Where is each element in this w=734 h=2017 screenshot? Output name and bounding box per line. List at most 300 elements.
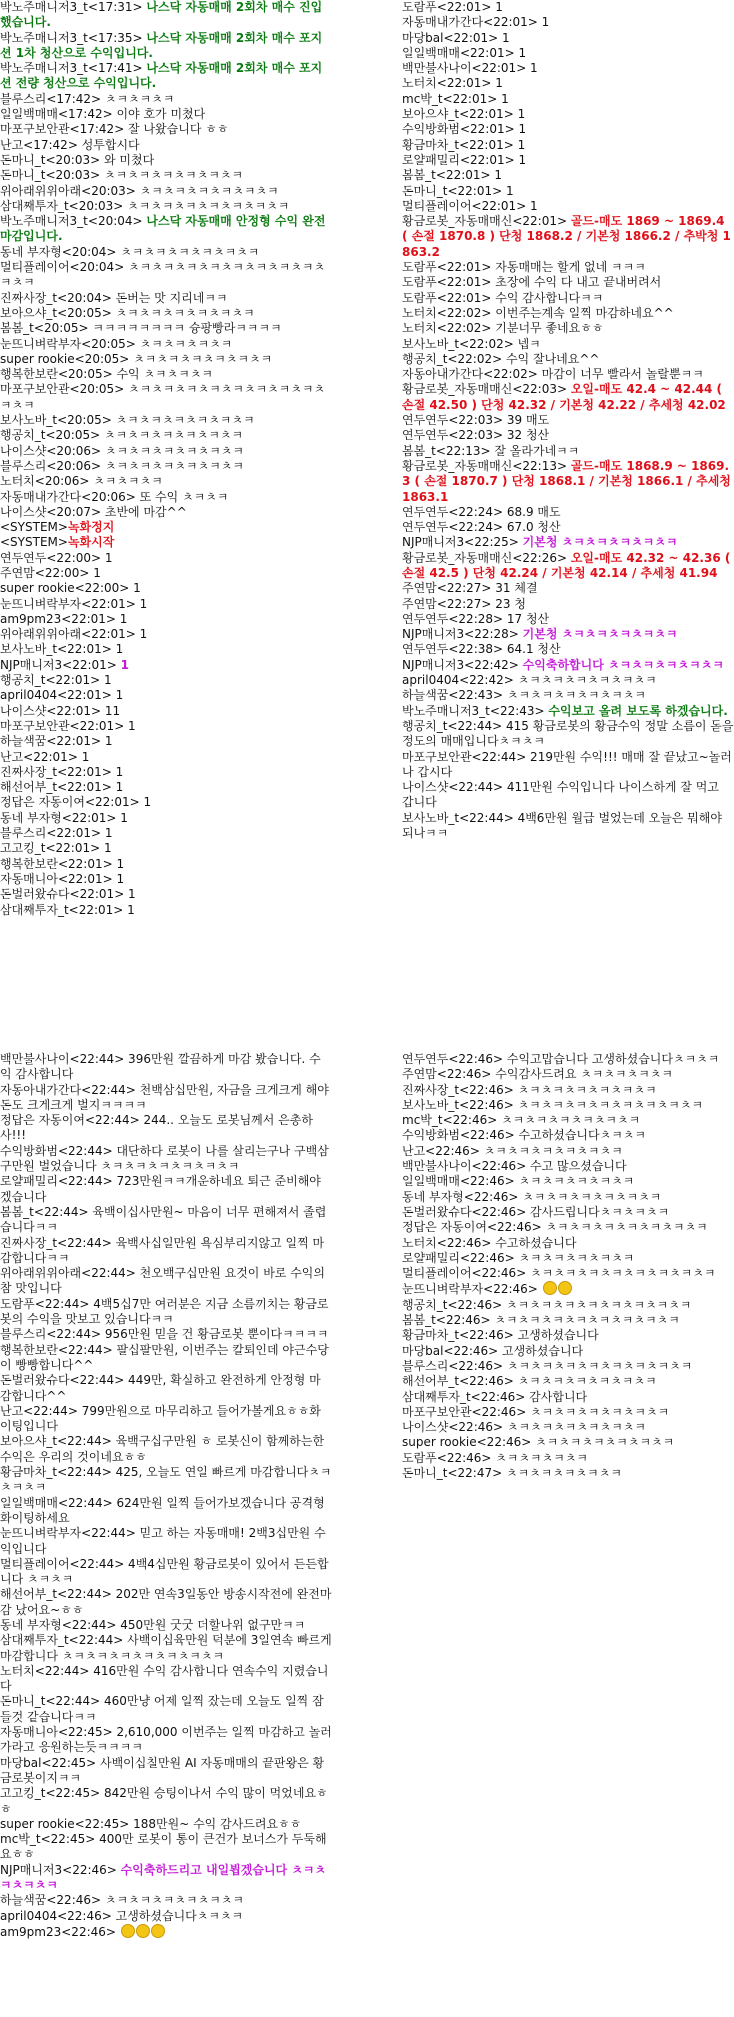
- chat-message: [402, 1083, 734, 1098]
- chat-message: [402, 153, 734, 168]
- chat-message: [0, 153, 332, 168]
- chat-message: [402, 535, 734, 550]
- chat-message-text: 행공치_t<22:01> 1: [0, 673, 112, 688]
- chat-message: [402, 612, 734, 627]
- chat-log-column-1: [0, 0, 332, 918]
- chat-message-text: 삼대째투자_t<20:03> ㅊㅋㅊㅋㅊㅋㅊㅋㅊㅋㅊㅋㅊㅋ: [0, 198, 290, 213]
- chat-message-text: 로얄패밀리<22:44> 723만원ㅋㅋ개운하네요 퇴근 준비해야겠습니다: [0, 1174, 321, 1204]
- chat-message: [0, 903, 332, 918]
- chat-message-text: 연두연두<22:03> 39 매도: [402, 413, 550, 428]
- chat-message: [402, 1435, 734, 1450]
- chat-message-text: 황금로봇_자동매매신<22:03>: [402, 382, 571, 397]
- chat-message-text: super rookie<22:45> 188만원~ 수익 감사드려요ㅎㅎ: [0, 1816, 302, 1831]
- chat-message: [0, 490, 332, 505]
- chat-message-text: 황금마차_t<22:46> 고생하셨습니다: [402, 1328, 599, 1343]
- chat-message: [0, 887, 332, 902]
- chat-message-text: 해선어부_t<22:46> ㅊㅋㅊㅋㅊㅋㅊㅋㅊㅋㅊㅋ: [402, 1374, 657, 1389]
- chat-message: [0, 1557, 332, 1588]
- chat-message: [402, 505, 734, 520]
- chat-message-text: 수익방화범<22:46> 수고하셨습니다ㅊㅋㅊㅋ: [402, 1128, 646, 1143]
- chat-message: [0, 551, 332, 566]
- chat-message: [402, 1298, 734, 1313]
- chat-message-text: 정답은 자동이여<22:46> ㅊㅋㅊㅋㅊㅋㅊㅋㅊㅋㅊㅋㅊㅋ: [402, 1220, 708, 1235]
- chat-message: [0, 367, 332, 382]
- chat-message: [0, 1618, 332, 1633]
- smiley-emoji-icon: [558, 1281, 572, 1295]
- chat-message: [0, 1205, 332, 1236]
- chat-message-highlight: 오일-매도 42.32 ~ 42.36 ( 손절 42.5 ) 단청 42.24 / 기본청 42.14 / 추세청 41.94: [402, 550, 731, 580]
- chat-message: [402, 1266, 734, 1281]
- chat-message-highlight: 수익축하드리고 내일뵙겠습니다 ㅊㅋㅊㅋㅊㅋㅊㅋ: [0, 1862, 327, 1893]
- chat-message: [0, 1404, 332, 1435]
- chat-message-text: 봄봄_t<22:44> 육백이십사만원~ 마음이 너무 편해져서 졸렵습니다ㅋㅋ: [0, 1204, 327, 1235]
- chat-message: [0, 1373, 332, 1404]
- chat-message-text: 행복한보란<20:05> 수익 ㅊㅋㅊㅋㅊㅋ: [0, 367, 214, 382]
- chat-message-text: 블루스리<22:01> 1: [0, 826, 113, 841]
- chat-message-text: 박노주매니저3_t<20:04>: [0, 214, 147, 229]
- chat-message-text: 박노주매니저3_t<17:31>: [0, 0, 147, 14]
- chat-message-text: 눈뜨니벼락부자<20:05> ㅊㅋㅊㅋㅊㅋㅊㅋ: [0, 336, 233, 351]
- chat-message-text: 수익방화범<22:01> 1: [402, 122, 527, 137]
- chat-message: [0, 581, 332, 596]
- chat-message-text: 돈마니_t<22:01> 1: [402, 183, 514, 198]
- chat-message-text: 위아래위위아래<20:03> ㅊㅋㅊㅋㅊㅋㅊㅋㅊㅋㅊㅋ: [0, 183, 279, 198]
- chat-message-text: 연두연두<22:24> 68.9 매도: [402, 504, 561, 519]
- chat-message: [0, 413, 332, 428]
- chat-message-text: 봄봄_t<22:13> 잘 올라가네ㅋㅋ: [402, 443, 580, 458]
- chat-message-text: 주연맘<22:46> 수익감사드려요 ㅊㅋㅊㅋㅊㅋㅊㅋ: [402, 1067, 673, 1082]
- chat-message: [402, 642, 734, 657]
- chat-message: [402, 291, 734, 306]
- chat-message: [0, 245, 332, 260]
- chat-message: [0, 444, 332, 459]
- chat-message-text: 보사노바_t<22:01> 1: [0, 642, 124, 657]
- chat-message-text: 일일백매매<22:01> 1: [402, 45, 527, 60]
- chat-message-text: 노터치<20:06> ㅊㅋㅊㅋㅊㅋ: [0, 474, 163, 489]
- chat-message: [402, 46, 734, 61]
- chat-message: [0, 1587, 332, 1618]
- chat-message: [0, 642, 332, 657]
- chat-message-text: 자동매내가간다<20:06> 또 수익 ㅊㅋㅊㅋ: [0, 489, 229, 504]
- chat-message: [402, 1159, 734, 1174]
- chat-message: [402, 658, 734, 673]
- chat-message: [0, 1052, 332, 1083]
- chat-message-text: 정답은 자동이여<22:44> 244.. 오늘도 로봇님께서 은총하사!!!: [0, 1113, 313, 1143]
- chat-message-text: 도람푸<22:01> 수익 감사합니다ㅋㅋ: [402, 290, 604, 305]
- chat-message: [0, 1725, 332, 1756]
- chat-message-text: 노터치<22:01> 1: [402, 76, 503, 91]
- chat-message: [0, 1863, 332, 1894]
- chat-message-highlight: 나스닥 자동매매 2회차 매수 포지션 1차 청산으로 수익입니다.: [0, 30, 323, 60]
- chat-message-highlight: 수익보고 올려 보도록 하겠습니다.: [548, 703, 728, 718]
- chat-message-text: 진짜사장_t<20:04> 돈버는 맛 지리네ㅋㅋ: [0, 290, 228, 305]
- smiley-emoji-icon: [151, 1924, 165, 1938]
- chat-message-text: NJP매니저3<22:46>: [0, 1862, 121, 1877]
- chat-message-text: 동네 부자형<22:01> 1: [0, 810, 128, 825]
- chat-message-text: 멀티플레이어<22:44> 4백4십만원 황금로봇이 있어서 든든합니다 ㅊㅋㅊㅋ: [0, 1556, 329, 1587]
- chat-message: [0, 61, 332, 92]
- chat-message-highlight: 나스닥 자동매매 2회차 매수 포지션 전량 청산으로 수익입니다.: [0, 61, 323, 91]
- chat-message-text: 난고<22:44> 799만원으로 마무리하고 들어가볼게요ㅎㅎ화이팅입니다: [0, 1403, 321, 1434]
- chat-message: [402, 581, 734, 596]
- chat-message: [402, 1205, 734, 1220]
- chat-message: [0, 857, 332, 872]
- chat-message: [0, 168, 332, 183]
- chat-message: [0, 122, 332, 137]
- chat-message: [402, 382, 734, 413]
- chat-message: [0, 1664, 332, 1695]
- chat-message: [0, 321, 332, 336]
- chat-message: [0, 31, 332, 62]
- chat-message-text: 봄봄_t<20:05> ㅋㅋㅋㅋㅋㅋㅋㅋ 슝팡빵라ㅋㅋㅋㅋ: [0, 321, 282, 336]
- chat-message: [0, 734, 332, 749]
- chat-message-text: 동네 부자형<22:44> 450만원 굿굿 더할나위 없구만ㅋㅋ: [0, 1617, 306, 1632]
- chat-message: [0, 1924, 332, 1940]
- chat-message-text: 도람푸<22:44> 4백5십7만 여러분은 지금 소름끼치는 황금로봇의 수익을 맛보고 있습니다ㅋㅋ: [0, 1296, 329, 1327]
- chat-message-text: 위아래위위아래<22:01> 1: [0, 627, 148, 642]
- chat-message: [0, 1434, 332, 1465]
- chat-message: [402, 367, 734, 382]
- chat-message-text: 하늘색꿈<22:43> ㅊㅋㅊㅋㅊㅋㅊㅋㅊㅋㅊㅋ: [402, 688, 646, 703]
- chat-message: [0, 1496, 332, 1527]
- chat-message: [402, 184, 734, 199]
- chat-message: [0, 428, 332, 443]
- chat-message: [0, 1327, 332, 1342]
- chat-message-text: super rookie<20:05> ㅊㅋㅊㅋㅊㅋㅊㅋㅊㅋㅊㅋ: [0, 351, 273, 366]
- chat-message-highlight: 나스닥 자동매매 2회차 매수 진입했습니다.: [0, 0, 323, 30]
- chat-message-highlight: 나스닥 자동매매 안정형 수익 완전 마감입니다.: [0, 214, 326, 244]
- chat-message-text: 눈뜨니벼락부자<22:44> 믿고 하는 자동매매! 2백3십만원 수익입니다: [0, 1526, 326, 1556]
- chat-message: [402, 688, 734, 703]
- chat-message-text: NJP매니저3<22:28>: [402, 627, 523, 642]
- chat-message-text: 진짜사장_t<22:44> 육백사십일만원 욕심부리지않고 일찍 마감합니다ㅋㅋ: [0, 1235, 325, 1265]
- chat-message: [0, 872, 332, 887]
- chat-message: [0, 673, 332, 688]
- chat-message-text: 삼대째투자_t<22:01> 1: [0, 902, 135, 917]
- chat-message-text: 난고<17:42> 성투합시다: [0, 137, 140, 152]
- chat-message-text: 도람푸<22:46> ㅊㅋㅊㅋㅊㅋㅊㅋ: [402, 1450, 589, 1465]
- chat-message-text: 해선어부_t<22:01> 1: [0, 780, 124, 795]
- chat-message-text: 박노주매니저3_t<17:35>: [0, 30, 147, 45]
- chat-message-text: mc박_t<22:46> ㅊㅋㅊㅋㅊㅋㅊㅋㅊㅋㅊㅋ: [402, 1113, 641, 1128]
- chat-message: [0, 841, 332, 856]
- chat-message-text: 황금마차_t<22:44> 425, 오늘도 연일 빠르게 마감합니다ㅊㅋㅊㅋㅊㅋ: [0, 1465, 332, 1495]
- chat-message: [0, 260, 332, 291]
- chat-message-text: 보사노바_t<20:05> ㅊㅋㅊㅋㅊㅋㅊㅋㅊㅋㅊㅋ: [0, 413, 255, 428]
- chat-message: [402, 704, 734, 719]
- chat-message-text: <SYSTEM>: [0, 535, 68, 550]
- chat-message-text: mc박_t<22:01> 1: [402, 91, 509, 106]
- chat-message: [0, 627, 332, 642]
- chat-message-text: mc박_t<22:45> 400만 로봇이 통이 큰건가 보너스가 두둑해요ㅎㅎ: [0, 1832, 327, 1862]
- chat-message-text: 나이스샷<20:07> 초반에 마감^^: [0, 504, 187, 519]
- chat-message-text: 연두연두<22:46> 수익고맙습니다 고생하셨습니다ㅊㅋㅊㅋ: [402, 1052, 720, 1066]
- chat-message: [402, 750, 734, 781]
- chat-message: [0, 291, 332, 306]
- chat-message: [0, 92, 332, 107]
- chat-message: [402, 1174, 734, 1189]
- chat-message-text: 돈벌러왔슈다<22:46> 감사드립니다ㅊㅋㅊㅋㅊㅋ: [402, 1204, 670, 1219]
- chat-message: [402, 428, 734, 443]
- chat-message: [0, 1526, 332, 1557]
- chat-message-text: 돈마니_t<20:03> 와 미쳤다: [0, 152, 155, 167]
- chat-message-text: 일일백매매<22:44> 624만원 일찍 들어가보겠습니다 공격형 화이팅하세요: [0, 1495, 325, 1525]
- chat-message-text: am9pm23<22:46>: [0, 1924, 120, 1939]
- chat-message-text: 자동매니아<22:01> 1: [0, 871, 125, 886]
- chat-message-text: april0404<22:42> ㅊㅋㅊㅋㅊㅋㅊㅋㅊㅋㅊㅋ: [402, 673, 657, 688]
- chat-message: [0, 1174, 332, 1205]
- chat-message: [402, 413, 734, 428]
- chat-message-text: 고고킹_t<22:45> 842만원 승팅이나서 수익 많이 먹었네요ㅎㅎ: [0, 1786, 328, 1816]
- chat-message-text: 눈뜨니벼락부자<22:46>: [402, 1282, 542, 1297]
- chat-message-text: 난고<22:01> 1: [0, 749, 90, 764]
- chat-message: [402, 92, 734, 107]
- chat-message: [402, 107, 734, 122]
- chat-message-text: NJP매니저3<22:01>: [0, 657, 121, 672]
- chat-message: [402, 138, 734, 153]
- chat-message: [402, 1220, 734, 1235]
- chat-message: [402, 597, 734, 612]
- chat-message: [0, 780, 332, 795]
- chat-message-highlight: 수익축하합니다 ㅊㅋㅊㅋㅊㅋㅊㅋㅊㅋ: [522, 657, 724, 672]
- chat-message: [402, 1251, 734, 1266]
- chat-message-text: 주연맘<22:00> 1: [0, 565, 101, 580]
- chat-message-text: 돈마니_t<22:47> ㅊㅋㅊㅋㅊㅋㅊㅋㅊㅋ: [402, 1466, 622, 1481]
- chat-message-text: 로얄패밀리<22:46> ㅊㅋㅊㅋㅊㅋㅊㅋㅊㅋ: [402, 1250, 635, 1265]
- chat-log-column-4: [402, 1052, 734, 1481]
- chat-message-text: 황금로봇_자동매매신<22:26>: [402, 550, 571, 565]
- chat-message-text: 도람푸<22:01> 자동매매는 할게 없네 ㅋㅋㅋ: [402, 260, 646, 275]
- chat-message-text: 봄봄_t<22:46> ㅊㅋㅊㅋㅊㅋㅊㅋㅊㅋㅊㅋㅊㅋㅊㅋ: [402, 1313, 680, 1328]
- chat-message-text: 진짜사장_t<22:01> 1: [0, 764, 124, 779]
- chat-message-text: NJP매니저3<22:25>: [402, 535, 523, 550]
- chat-message: [402, 321, 734, 336]
- chat-message-text: 마당bal<22:45> 사백이십칠만원 AI 자동매매의 끝판왕은 황금로봇이지ㅋㅋ: [0, 1755, 325, 1785]
- chat-message-text: 일일백매매<17:42> 이야 호가 미쳤다: [0, 107, 206, 122]
- chat-message-highlight: 녹화시작: [67, 535, 115, 550]
- chat-message: [402, 214, 734, 260]
- chat-message: [0, 811, 332, 826]
- chat-message-text: 백만불사나이<22:46> 수고 많으셨습니다: [402, 1159, 627, 1174]
- chat-message-text: 블루스리<17:42> ㅊㅋㅊㅋㅊㅋ: [0, 91, 175, 106]
- chat-message: [402, 1374, 734, 1389]
- chat-message: [402, 122, 734, 137]
- chat-message: [0, 505, 332, 520]
- chat-message-highlight: 골드-매도 1869 ~ 1869.4 ( 손절 1870.8 ) 단청 1868.2 / 기본청 1866.2 / 추박청 1863.2: [402, 214, 731, 259]
- chat-message-text: 황금마차_t<22:01> 1: [402, 137, 526, 152]
- chat-message-text: 황금로봇_자동매매신<22:13>: [402, 458, 571, 473]
- chat-message-text: 연두연두<22:03> 32 청산: [402, 428, 550, 443]
- chat-message-text: 마당bal<22:01> 1: [402, 30, 510, 45]
- chat-message: [0, 1909, 332, 1924]
- chat-message-text: 동네 부자형<22:46> ㅊㅋㅊㅋㅊㅋㅊㅋㅊㅋㅊㅋ: [402, 1189, 662, 1204]
- chat-message-text: 행복한보란<22:01> 1: [0, 856, 125, 871]
- chat-message: [402, 1451, 734, 1466]
- chat-message-text: 행복한보란<22:44> 팔십팔만원, 이번주는 칼퇴인데 야근수당이 빵빵합니다^^: [0, 1342, 329, 1372]
- chat-message: [0, 1236, 332, 1267]
- chat-message: [402, 780, 734, 811]
- chat-message-text: 연두연두<22:00> 1: [0, 550, 113, 565]
- chat-message-text: 연두연두<22:28> 17 청산: [402, 611, 550, 626]
- chat-message: [402, 352, 734, 367]
- chat-message-text: 위아래위위아래<22:44> 천오백구십만원 요것이 바로 수익의 참 맛입니다: [0, 1266, 325, 1296]
- chat-message-text: 돈벌러왔슈다<22:44> 449만, 확실하고 완전하게 안정형 마감합니다^^: [0, 1373, 321, 1403]
- chat-message-text: 눈뜨니벼락부자<22:01> 1: [0, 596, 148, 611]
- chat-message-text: 도람푸<22:01> 1: [402, 0, 503, 14]
- chat-message: [402, 1190, 734, 1205]
- chat-message-text: 돈마니_t<20:03> ㅊㅋㅊㅋㅊㅋㅊㅋㅊㅋㅊㅋ: [0, 168, 244, 183]
- chat-message: [402, 1405, 734, 1420]
- chat-message-text: 멀티플레이어<22:01> 1: [402, 198, 538, 213]
- chat-message: [0, 765, 332, 780]
- chat-message-text: 행공치_t<22:46> ㅊㅋㅊㅋㅊㅋㅊㅋㅊㅋㅊㅋㅊㅋㅊㅋ: [402, 1297, 692, 1312]
- chat-message-text: 도람푸<22:01> 초장에 수익 다 내고 끝내버려서: [402, 275, 662, 290]
- chat-message-text: 행공치_t<20:05> ㅊㅋㅊㅋㅊㅋㅊㅋㅊㅋㅊㅋ: [0, 428, 244, 443]
- chat-message-text: 박노주매니저3_t<17:41>: [0, 61, 147, 76]
- chat-message-highlight: 기본청 ㅊㅋㅊㅋㅊㅋㅊㅋㅊㅋ: [522, 535, 678, 550]
- chat-message: [0, 826, 332, 841]
- chat-message: [0, 658, 332, 673]
- chat-message: [0, 597, 332, 612]
- chat-message: [0, 1694, 332, 1725]
- chat-message: [402, 1359, 734, 1374]
- chat-message: [402, 1313, 734, 1328]
- chat-message-text: 행공치_t<22:44> 415 황금로봇의 황금수익 정말 소름이 돋을정도의 매매입니다ㅊㅋㅊㅋ: [402, 718, 734, 749]
- chat-message: [0, 1113, 332, 1144]
- chat-message: [0, 795, 332, 810]
- chat-message: [0, 688, 332, 703]
- chat-message: [402, 719, 734, 750]
- chat-message: [0, 535, 332, 550]
- chat-message-text: 마당bal<22:46> 고생하셨습니다: [402, 1343, 584, 1358]
- chat-message: [0, 1786, 332, 1817]
- chat-message: [402, 306, 734, 321]
- chat-message-text: 노터치<22:02> 이번주는계속 일찍 마감하네요^^: [402, 305, 674, 320]
- chat-message-text: 박노주매니저3_t<22:43>: [402, 703, 549, 718]
- chat-message-text: 고고킹_t<22:01> 1: [0, 841, 112, 856]
- chat-message-text: NJP매니저3<22:42>: [402, 657, 523, 672]
- chat-message: [402, 673, 734, 688]
- chat-message: [402, 551, 734, 582]
- chat-message-text: 로얄패밀리<22:01> 1: [402, 152, 527, 167]
- chat-message-text: am9pm23<22:01> 1: [0, 611, 128, 626]
- chat-message: [0, 1083, 332, 1114]
- chat-message: [0, 1817, 332, 1832]
- smiley-emoji-icon: [121, 1924, 135, 1938]
- chat-message: [402, 444, 734, 459]
- chat-message-text: 주연맘<22:27> 31 체결: [402, 581, 538, 596]
- chat-message: [402, 76, 734, 91]
- chat-message-text: 해선어부_t<22:44> 202만 연속3일동안 방송시작전에 완전마감 났어요~ㅎㅎ: [0, 1587, 332, 1617]
- chat-message-text: 보사노바_t<22:46> ㅊㅋㅊㅋㅊㅋㅊㅋㅊㅋㅊㅋㅊㅋㅊㅋ: [402, 1097, 704, 1112]
- chat-message: [402, 31, 734, 46]
- chat-message-text: super rookie<22:00> 1: [0, 581, 141, 596]
- chat-message: [0, 382, 332, 413]
- chat-message-text: 진짜사장_t<22:46> ㅊㅋㅊㅋㅊㅋㅊㅋㅊㅋㅊㅋ: [402, 1082, 657, 1097]
- chat-message: [402, 1344, 734, 1359]
- chat-message: [402, 627, 734, 642]
- chat-message-text: april0404<22:46> 고생하셨습니다ㅊㅋㅊㅋ: [0, 1908, 244, 1923]
- chat-message: [0, 1465, 332, 1496]
- chat-message-text: 보아으샤_t<20:05> ㅊㅋㅊㅋㅊㅋㅊㅋㅊㅋㅊㅋ: [0, 305, 255, 320]
- chat-message: [402, 1067, 734, 1082]
- chat-message-text: 나이스샷<22:01> 11: [0, 703, 121, 718]
- chat-message-text: 블루스리<22:44> 956만원 믿을 건 황금로봇 뿐이다ㅋㅋㅋㅋ: [0, 1327, 329, 1342]
- chat-message-text: 노터치<22:44> 416만원 수익 감사합니다 연속수익 지렸습니다: [0, 1663, 329, 1694]
- chat-message: [0, 566, 332, 581]
- chat-message: [0, 1633, 332, 1664]
- chat-message-text: 멀티플레이어<22:46> ㅊㅋㅊㅋㅊㅋㅊㅋㅊㅋㅊㅋㅊㅋㅊㅋ: [402, 1266, 716, 1281]
- chat-message-text: 마포구보안관<20:05> ㅊㅋㅊㅋㅊㅋㅊㅋㅊㅋㅊㅋㅊㅋㅊㅋㅊㅋㅊㅋ: [0, 382, 326, 412]
- chat-message-text: 삼대째투자_t<22:44> 사백이십육만원 덕분에 3일연속 빠르게 마감합니다 ㅊㅋㅊㅋㅊㅋㅊㅋㅊㅋㅊㅋㅊㅋ: [0, 1633, 332, 1663]
- chat-message-text: 하늘색꿈<22:46> ㅊㅋㅊㅋㅊㅋㅊㅋㅊㅋㅊㅋ: [0, 1893, 244, 1908]
- chat-message-highlight: 골드-매도 1868.9 ~ 1869.3 ( 손절 1870.7 ) 단청 1868.1 / 기본청 1866.1 / 추세청 1863.1: [402, 458, 731, 504]
- chat-log-column-2: [402, 0, 734, 841]
- chat-message: [402, 1128, 734, 1143]
- chat-message: [402, 1052, 734, 1067]
- smiley-emoji-icon: [136, 1924, 150, 1938]
- chat-message: [402, 168, 734, 183]
- chat-message-text: 동네 부자형<20:04> ㅊㅋㅊㅋㅊㅋㅊㅋㅊㅋㅊㅋ: [0, 244, 260, 259]
- chat-message-text: 마포구보안관<17:42> 잘 나왔습니다 ㅎㅎ: [0, 122, 229, 137]
- chat-message-text: 마포구보안관<22:46> ㅊㅋㅊㅋㅊㅋㅊㅋㅊㅋㅊㅋ: [402, 1404, 670, 1419]
- chat-message: [0, 138, 332, 153]
- chat-message: [402, 15, 734, 30]
- chat-message-highlight: 녹화정지: [67, 520, 115, 535]
- chat-message-text: 나이스샷<22:46> ㅊㅋㅊㅋㅊㅋㅊㅋㅊㅋㅊㅋ: [402, 1420, 646, 1435]
- chat-message-highlight: 1: [120, 657, 130, 672]
- chat-message: [0, 612, 332, 627]
- chat-message-text: 보사노바_t<22:44> 4백6만원 월급 벌었는데 오늘은 뭐해야 되나ㅋㅋ: [402, 810, 722, 841]
- chat-message-text: 돈벌러왔슈다<22:01> 1: [0, 887, 136, 902]
- chat-message: [402, 61, 734, 76]
- chat-message: [402, 1328, 734, 1343]
- chat-message-text: 블루스리<20:06> ㅊㅋㅊㅋㅊㅋㅊㅋㅊㅋㅊㅋ: [0, 458, 244, 473]
- chat-message: [0, 520, 332, 535]
- chat-message: [402, 275, 734, 290]
- chat-message-text: 연두연두<22:24> 67.0 청산: [402, 520, 561, 535]
- chat-message: [402, 811, 734, 842]
- chat-message: [402, 1144, 734, 1159]
- chat-message: [402, 1420, 734, 1435]
- chat-message: [0, 184, 332, 199]
- chat-message-text: 황금로봇_자동매매신<22:01>: [402, 214, 571, 229]
- chat-message: [402, 1098, 734, 1113]
- chat-message: [402, 1390, 734, 1405]
- chat-message-text: 백만불사나이<22:01> 1: [402, 61, 538, 76]
- chat-message: [402, 1236, 734, 1251]
- chat-message: [402, 1113, 734, 1128]
- chat-message: [0, 719, 332, 734]
- chat-message-text: 보아으샤_t<22:44> 육백구십구만원 ㅎ 로봇신이 함께하는한 수익은 우리의 것이네요ㅎㅎ: [0, 1434, 325, 1464]
- chat-message: [402, 1281, 734, 1297]
- chat-message: [0, 337, 332, 352]
- chat-message-text: 일일백매매<22:46> ㅊㅋㅊㅋㅊㅋㅊㅋㅊㅋ: [402, 1174, 635, 1189]
- chat-message-text: 수익방화범<22:44> 대단하다 로봇이 나를 살리는구나 구백삼구만원 벌었습니다 ㅊㅋㅊㅋㅊㅋㅊㅋㅊㅋㅊㅋ: [0, 1143, 329, 1174]
- chat-message-text: 하늘색꿈<22:01> 1: [0, 734, 113, 749]
- chat-message-text: 노터치<22:46> 수고하셨습니다: [402, 1235, 577, 1250]
- chat-message: [0, 0, 332, 31]
- chat-message-text: 블루스리<22:46> ㅊㅋㅊㅋㅊㅋㅊㅋㅊㅋㅊㅋㅊㅋㅊㅋ: [402, 1358, 693, 1373]
- chat-message: [402, 1466, 734, 1481]
- chat-message: [0, 1893, 332, 1908]
- chat-message-text: 멀티플레이어<20:04> ㅊㅋㅊㅋㅊㅋㅊㅋㅊㅋㅊㅋㅊㅋㅊㅋㅊㅋㅊㅋ: [0, 260, 326, 290]
- chat-message: [0, 1297, 332, 1328]
- chat-message: [0, 1144, 332, 1175]
- chat-message-text: 마포구보안관<22:01> 1: [0, 718, 136, 733]
- chat-message-highlight: 기본청 ㅊㅋㅊㅋㅊㅋㅊㅋㅊㅋ: [522, 627, 678, 642]
- chat-message-text: 정답은 자동이여<22:01> 1: [0, 795, 152, 810]
